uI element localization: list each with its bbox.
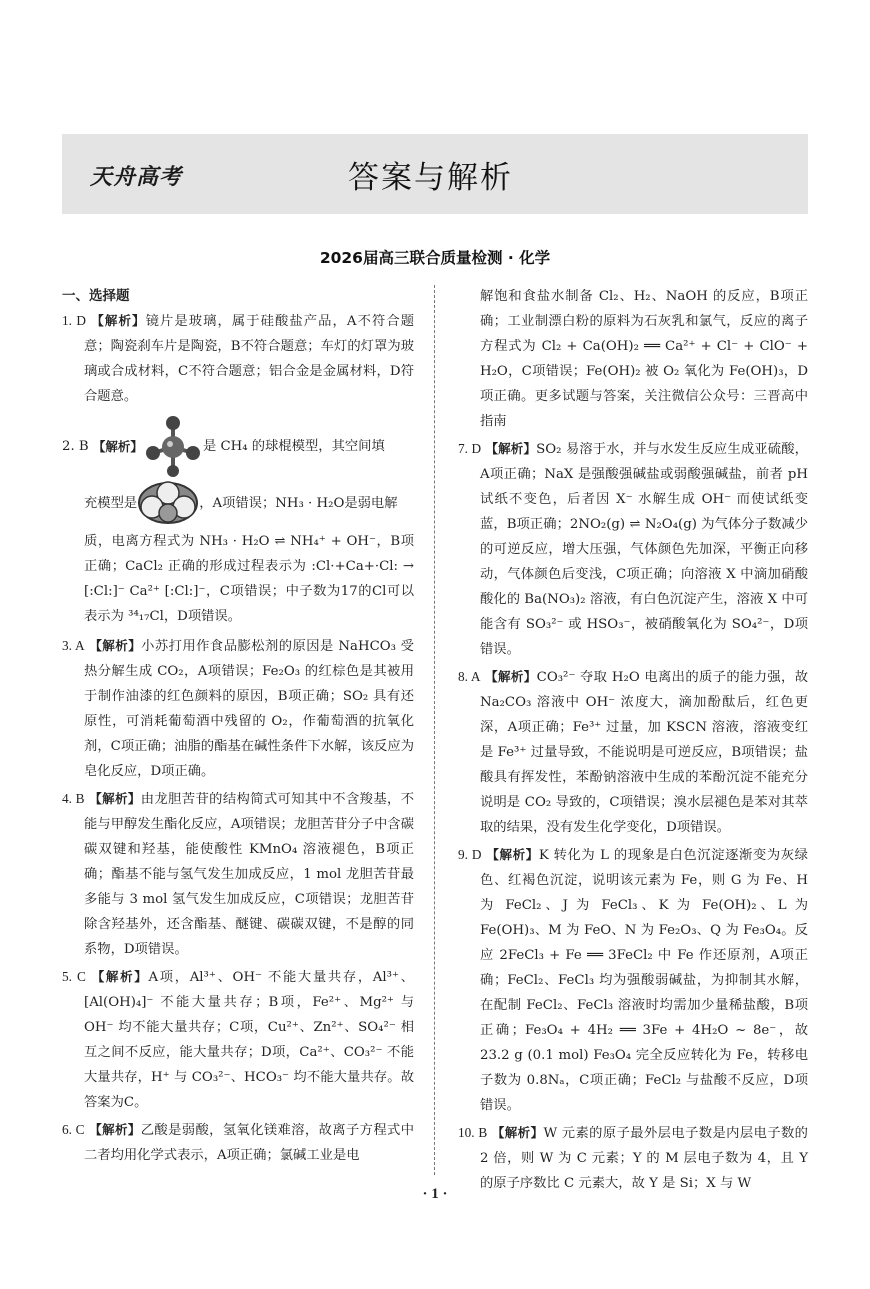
analysis-tag: 【解析】 bbox=[485, 669, 537, 684]
answer-number: 9. D bbox=[458, 847, 482, 862]
analysis-tag: 【解析】 bbox=[486, 847, 539, 862]
answer-number: 5. C bbox=[62, 969, 86, 984]
analysis-tag: 【解析】 bbox=[91, 313, 146, 328]
answer-item-7 bbox=[458, 436, 808, 662]
analysis-tag: 【解析】 bbox=[485, 441, 537, 456]
brand-logo: 天舟高考 bbox=[90, 165, 183, 190]
page-number: · 1 · bbox=[422, 1186, 448, 1202]
answer-text: 质，电离方程式为 NH₃ · H₂O ⇌ NH₄⁺ + OH⁻，B项正确；CaCl₂ 正确的形成过程表示为 :Cl·+Ca+·Cl: → [:Cl:]⁻ Ca²⁺ [:Cl:]⁻，C项错误；中子数为17的Cl可以表示为 ³⁴₁₇Cl，D项错误。 bbox=[84, 534, 414, 624]
answer-item-6 bbox=[62, 1117, 414, 1168]
section-heading: 一、选择题 bbox=[62, 288, 130, 304]
answer-item-5 bbox=[62, 964, 414, 1115]
answer-text: 乙酸是弱酸，氢氧化镁难溶，故离子方程式中二者均用化学式表示，A项正确；氯碱工业是电 bbox=[84, 1123, 414, 1163]
right-column bbox=[458, 284, 808, 1198]
answer-text: CO₃²⁻ 夺取 H₂O 电离出的质子的能力强，故 Na₂CO₃ 溶液中 OH⁻ 浓度大，滴加酚酞后，红色更深，A项正确；Fe³⁺ 过量，加 KSCN 溶液，溶液变红是 Fe³⁺ 过量导致，不能说明是可逆反应，B项错误；盐酸具有挥发性，苯酚钠溶液中生成的苯酚沉淀不能充分说明是 CO₂ 导致的，C项错误；溴水层褪色是苯对其萃取的结果，没有发生化学变化，D项错误。 bbox=[480, 670, 808, 835]
analysis-tag: 【解析】 bbox=[92, 438, 143, 454]
answer-text: SO₂ 易溶于水，并与水发生反应生成亚硫酸，A项正确；NaX 是强酸强碱盐或弱酸强碱盐，前者 pH 试纸不变色，后者因 X⁻ 水解生成 OH⁻ 而使试纸变蓝，B项正确；2NO₂(g) ⇌ N₂O₄(g) 为气体分子数减少的可逆反应，增大压强，气体颜色先加深，平衡正向移动，气体颜色后变浅，C项正确；向溶液 X 中滴加硝酸酸化的 Ba(NO₃)₂ 溶液，有白色沉淀产生，溶液 X 中可能含有 SO₃²⁻ 或 HSO₃⁻，被硝酸氧化为 SO₄²⁻，D项错误。 bbox=[480, 442, 808, 657]
space-filling-model-icon bbox=[137, 481, 199, 525]
analysis-tag: 【解析】 bbox=[89, 791, 141, 806]
answer-number: 1. D bbox=[62, 313, 86, 328]
answer-text: K 转化为 L 的现象是白色沉淀逐渐变为灰绿色、红褐色沉淀，说明该元素为 Fe，则 G 为 Fe、H 为 FeCl₂、J 为 FeCl₃、K 为 Fe(OH)₂、L 为 Fe(OH)₃、M 为 FeO、N 为 Fe₂O₃、Q 为 Fe₃O₄。反应 2FeCl₃ + Fe ══ 3FeCl₂ 中 Fe 作还原剂，A项正确；FeCl₂、FeCl₃ 均为强酸弱碱盐，为抑制其水解，在配制 FeCl₂、FeCl₃ 溶液时均需加少量稀盐酸，B项正确；Fe₃O₄ + 4H₂ ══ 3Fe + 4H₂O ~ 8e⁻，故 23.2 g (0.1 mol) Fe₃O₄ 完全反应转化为 Fe，转移电子数为 0.8Nₐ，C项正确；FeCl₂ 与盐酸不反应，D项错误。 bbox=[480, 848, 808, 1113]
answer-text: W 元素的原子最外层电子数是内层电子数的 2 倍，则 W 为 C 元素；Y 的 M 层电子数为 4，且 Y 的原子序数比 C 元素大，故 Y 是 Si；X 与 W bbox=[480, 1126, 808, 1191]
analysis-tag: 【解析】 bbox=[91, 969, 149, 984]
answer-number: 6. C bbox=[62, 1122, 85, 1137]
answer-number: 10. B bbox=[458, 1125, 488, 1140]
header-banner bbox=[62, 134, 808, 214]
banner-title: 答案与解析 bbox=[348, 160, 513, 196]
answer-item-10 bbox=[458, 1120, 808, 1196]
answer-item-4 bbox=[62, 786, 414, 962]
answer-item-8 bbox=[458, 664, 808, 840]
column-divider bbox=[434, 285, 435, 1175]
answer-number: 2. B bbox=[62, 438, 89, 454]
answer-text: ，A项错误；NH₃ · H₂O是弱电解 bbox=[199, 495, 398, 511]
answer-text: A项，Al³⁺、OH⁻ 不能大量共存，Al³⁺、[Al(OH)₄]⁻ 不能大量共存；B项，Fe²⁺、Mg²⁺ 与 OH⁻ 均不能大量共存；C项，Cu²⁺、Zn²⁺、SO₄²⁻ 相互之间不反应，能大量共存；D项，Ca²⁺、CO₃²⁻ 不能大量共存，H⁺ 与 CO₃²⁻、HCO₃⁻ 均不能大量共存。故答案为C。 bbox=[84, 970, 414, 1110]
answer-number: 4. B bbox=[62, 791, 85, 806]
answer-item-1 bbox=[62, 308, 414, 409]
answer-number: 3. A bbox=[62, 638, 85, 653]
answer-text: 是 CH₄ 的球棍模型，其空间填 bbox=[202, 438, 385, 454]
answer-text: 由龙胆苦苷的结构简式可知其中不含羧基，不能与甲醇发生酯化反应，A项错误；龙胆苦苷分子中含碳碳双键和羟基，能使酸性 KMnO₄ 溶液褪色，B项正确；酯基不能与氢气发生加成反应，1 mol 龙胆苦苷最多能与 3 mol 氢气发生加成反应，C项错误；龙胆苦苷除含羟基外，还含酯基、醚键、碳碳双键，不是醇的同系物，D项错误。 bbox=[84, 792, 414, 957]
left-column bbox=[62, 284, 414, 1170]
answer-item-3 bbox=[62, 633, 414, 784]
document-title: 2026届高三联合质量检测 · 化学 bbox=[319, 249, 551, 267]
answer-text: 镜片是玻璃，属于硅酸盐产品，A不符合题意；陶瓷刹车片是陶瓷，B不符合题意；车灯的灯罩为玻璃或合成材料，C不符合题意；铝合金是金属材料，D符合题意。 bbox=[84, 314, 414, 404]
answer-item-9 bbox=[458, 842, 808, 1118]
answer-text: 小苏打用作食品膨松剂的原因是 NaHCO₃ 受热分解生成 CO₂，A项错误；Fe₂O₃ 的红棕色是其被用于制作油漆的红色颜料的原因，B项正确；SO₂ 具有还原性，可消耗葡萄酒中残留的 O₂，作葡萄酒的抗氧化剂，C项正确；油脂的酯基在碱性条件下水解，该反应为皂化反应，D项正确。 bbox=[84, 639, 414, 779]
answer-number: 7. D bbox=[458, 441, 482, 456]
analysis-tag: 【解析】 bbox=[89, 1122, 141, 1137]
answer-text: 充模型是 bbox=[84, 495, 138, 511]
ball-stick-model-icon bbox=[143, 415, 203, 477]
answer-item-2 bbox=[62, 415, 414, 629]
answer-number: 8. A bbox=[458, 669, 481, 684]
answer-item-6-continued: 解饱和食盐水制备 Cl₂、H₂、NaOH 的反应，B项正确；工业制漂白粉的原料为石灰乳和氯气，反应的离子方程式为 Cl₂ + Ca(OH)₂ ══ Ca²⁺ + Cl⁻ + ClO⁻ + H₂O，C项错误；Fe(OH)₂ 被 O₂ 氧化为 Fe(OH)₃，D项正确。更多试题与答案，关注微信公众号：三晋高中指南 bbox=[480, 289, 808, 429]
analysis-tag: 【解析】 bbox=[491, 1125, 544, 1140]
analysis-tag: 【解析】 bbox=[89, 638, 142, 653]
